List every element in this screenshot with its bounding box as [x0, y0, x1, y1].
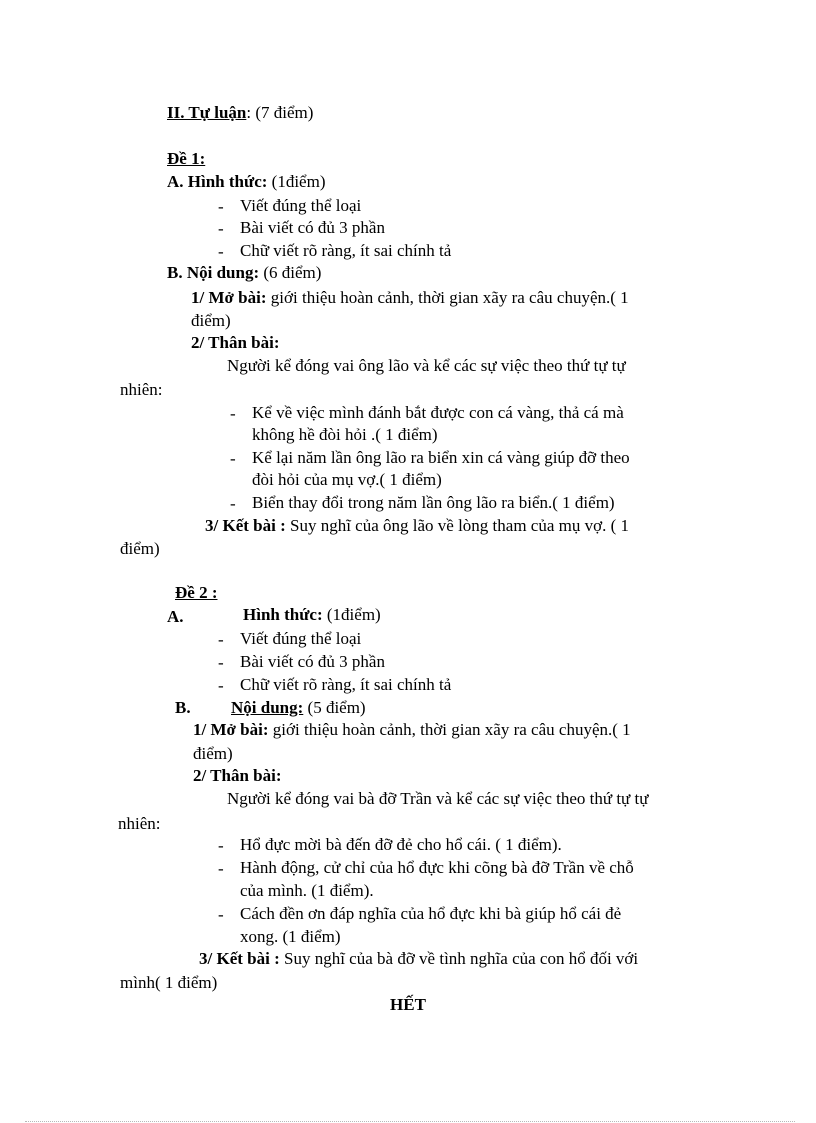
bullet-dash: -: [218, 836, 224, 855]
de1-mo-bai: [191, 289, 629, 306]
end-label: HẾT: [390, 995, 426, 1014]
de1-title: Đề 1:: [167, 149, 206, 168]
de2-ket-bai-text: Suy nghĩ của bà đỡ về tình nghĩa của con hổ đối với: [279, 949, 639, 968]
de1-noi-dung-score: (6 điểm): [259, 263, 322, 282]
de1-hinh-thuc-item-2: Bài viết có đủ 3 phần: [240, 218, 385, 237]
de1-hinh-thuc-item-3: Chữ viết rõ ràng, ít sai chính tả: [240, 241, 452, 260]
de2-mo-bai: [193, 721, 631, 738]
de1-noi-dung-heading: [167, 264, 321, 281]
de2-ket-bai-cont: mình( 1 điểm): [120, 973, 218, 992]
de2-than-bai-item-3: Cách đền ơn đáp nghĩa của hổ đực khi bà giúp hổ cái đẻ: [240, 904, 622, 923]
bullet-dash: -: [218, 197, 224, 216]
de2-than-bai-item-1: Hổ đực mời bà đến đỡ đẻ cho hổ cái. ( 1 điểm).: [240, 835, 562, 854]
section-title: [167, 104, 313, 121]
section-title-heading: II. Tự luận: [167, 103, 247, 122]
de2-mo-bai-label: 1/ Mở bài:: [193, 720, 269, 739]
de2-than-bai-label: 2/ Thân bài:: [193, 766, 282, 785]
de2-hinh-thuc-item-2: Bài viết có đủ 3 phần: [240, 652, 385, 671]
de2-hinh-thuc-heading: [243, 606, 381, 623]
de1-mo-bai-label: 1/ Mở bài:: [191, 288, 267, 307]
de2-than-bai-item-2: Hành động, cử chỉ của hổ đực khi cõng bà đỡ Trần về chỗ: [240, 858, 634, 877]
de1-noi-dung-letter: B.: [167, 263, 183, 282]
de2-noi-dung-label: Nội dung:: [231, 698, 304, 717]
de1-than-bai-label: 2/ Thân bài:: [191, 333, 280, 352]
de1-hinh-thuc-label: Hình thức:: [187, 172, 268, 191]
bullet-dash: -: [218, 676, 224, 695]
de1-than-bai-item-1: Kể về việc mình đánh bắt được con cá vàng, thả cá mà: [252, 403, 624, 422]
de2-title: Đề 2 :: [175, 583, 218, 602]
section-title-score: : (7 điểm): [246, 103, 314, 122]
de2-ket-bai: [199, 950, 638, 967]
de1-noi-dung-label: Nội dung:: [186, 263, 260, 282]
de2-ket-bai-label: 3/ Kết bài :: [199, 949, 280, 968]
de1-ket-bai: [205, 517, 629, 534]
bullet-dash: -: [230, 449, 236, 468]
de2-than-bai-item-2-cont: của mình. (1 điểm).: [240, 881, 374, 900]
de1-than-bai-item-2-cont: đòi hỏi của mụ vợ.( 1 điểm): [252, 470, 442, 489]
bullet-dash: -: [218, 653, 224, 672]
bullet-dash: -: [218, 905, 224, 924]
de2-hinh-thuc-label: Hình thức:: [243, 605, 323, 624]
de1-hinh-thuc-heading: [167, 173, 326, 190]
de2-hinh-thuc-item-1: Viết đúng thể loại: [240, 629, 362, 648]
de1-than-bai-intro: Người kể đóng vai ông lão và kể các sự việc theo thứ tự tự: [227, 356, 626, 375]
de1-hinh-thuc-score: (1điểm): [267, 172, 326, 191]
de2-mo-bai-text: giới thiệu hoàn cảnh, thời gian xãy ra câu chuyện.( 1: [268, 720, 631, 739]
de1-mo-bai-cont: điểm): [191, 311, 231, 330]
bullet-dash: -: [218, 219, 224, 238]
de1-than-bai-item-1-cont: không hề đòi hỏi .( 1 điểm): [252, 425, 438, 444]
de2-noi-dung-heading: [231, 699, 366, 716]
de2-hinh-thuc-item-3: Chữ viết rõ ràng, ít sai chính tả: [240, 675, 452, 694]
de2-noi-dung-letter: B.: [175, 698, 191, 717]
de1-hinh-thuc-letter: A.: [167, 172, 184, 191]
de2-hinh-thuc-letter: A.: [167, 607, 184, 626]
de1-than-bai-item-2: Kể lại năm lần ông lão ra biển xin cá vàng giúp đỡ theo: [252, 448, 630, 467]
page-bottom-divider: [25, 1121, 795, 1122]
de1-ket-bai-text: Suy nghĩ của ông lão về lòng tham của mụ vợ. ( 1: [285, 516, 630, 535]
de1-ket-bai-label: 3/ Kết bài :: [205, 516, 286, 535]
bullet-dash: -: [230, 404, 236, 423]
de1-hinh-thuc-item-1: Viết đúng thể loại: [240, 196, 362, 215]
de1-than-bai-intro-cont: nhiên:: [120, 380, 163, 399]
de1-than-bai-item-3: Biển thay đổi trong năm lần ông lão ra biển.( 1 điểm): [252, 493, 615, 512]
de2-than-bai-intro-cont: nhiên:: [118, 814, 161, 833]
de1-mo-bai-text: giới thiệu hoàn cảnh, thời gian xãy ra câu chuyện.( 1: [266, 288, 629, 307]
de2-than-bai-intro: Người kể đóng vai bà đỡ Trần và kể các sự việc theo thứ tự tự: [227, 789, 649, 808]
bullet-dash: -: [230, 494, 236, 513]
de2-hinh-thuc-score: (1điểm): [322, 605, 381, 624]
bullet-dash: -: [218, 859, 224, 878]
de1-ket-bai-cont: điểm): [120, 539, 160, 558]
de2-than-bai-item-3-cont: xong. (1 điểm): [240, 927, 341, 946]
bullet-dash: -: [218, 242, 224, 261]
bullet-dash: -: [218, 630, 224, 649]
de2-noi-dung-score: (5 điểm): [303, 698, 366, 717]
de2-mo-bai-cont: điểm): [193, 744, 233, 763]
